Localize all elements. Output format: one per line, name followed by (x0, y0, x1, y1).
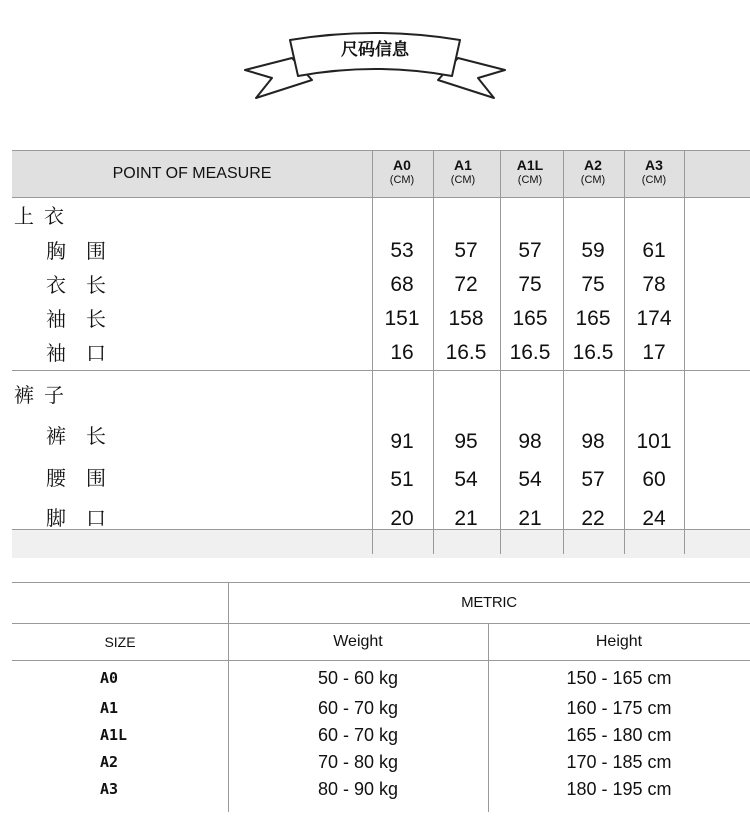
metric-label: METRIC (461, 594, 517, 611)
cell: 61 (642, 239, 666, 262)
cell: 54 (454, 468, 478, 491)
grid-line (684, 150, 685, 554)
height-value: 170 - 185 cm (566, 752, 672, 772)
measure-table (12, 150, 750, 558)
point-of-measure-label: POINT OF MEASURE (112, 165, 272, 182)
cell: 158 (448, 307, 484, 330)
row-label: 袖长 (46, 307, 126, 331)
cell: 98 (518, 430, 542, 453)
size-row (12, 695, 750, 722)
cell: 16.5 (509, 341, 551, 364)
table-row (12, 336, 750, 370)
table-row (12, 302, 750, 336)
cell: 95 (454, 430, 478, 453)
height-value: 180 - 195 cm (566, 779, 672, 799)
title-banner (0, 0, 750, 130)
grid-line (624, 150, 625, 554)
weight-value: 50 - 60 kg (317, 668, 399, 688)
grid-line (500, 150, 501, 554)
grid-line (563, 150, 564, 554)
row-label: 脚口 (46, 506, 126, 530)
section-title-tops: 上衣 (14, 204, 74, 228)
grid-line (488, 623, 489, 812)
cell: 21 (454, 507, 478, 530)
size-table (12, 582, 750, 803)
size-row (12, 749, 750, 776)
cell: 16.5 (572, 341, 614, 364)
weight-value: 80 - 90 kg (317, 779, 399, 799)
size-value: A2 (100, 753, 119, 771)
cell: 57 (518, 239, 542, 262)
cell: 16 (390, 341, 414, 364)
cell: 75 (518, 273, 542, 296)
cell: 17 (642, 341, 666, 364)
height-value: 160 - 175 cm (566, 698, 672, 718)
table-row (12, 421, 750, 457)
cell: 57 (581, 468, 605, 491)
ribbon-graphic (0, 0, 750, 130)
height-value: 150 - 165 cm (566, 668, 672, 688)
measure-table-header (12, 150, 750, 198)
size-table-header-columns (12, 624, 750, 661)
size-row (12, 722, 750, 749)
cell: 51 (390, 468, 414, 491)
weight-value: 60 - 70 kg (317, 725, 399, 745)
size-column-header: SIZE (104, 634, 136, 650)
size-row (12, 661, 750, 695)
weight-value: 70 - 80 kg (317, 752, 399, 772)
column-header-a1: A1 (CM) (450, 157, 476, 186)
row-label: 袖口 (46, 341, 126, 365)
cell: 75 (581, 273, 605, 296)
cell: 22 (581, 507, 605, 530)
column-header-a1l: A1L (CM) (516, 157, 544, 186)
grid-line (228, 582, 229, 812)
weight-column-header: Weight (333, 633, 383, 650)
cell: 57 (454, 239, 478, 262)
grid-line (433, 150, 434, 554)
size-table-header-metric (12, 582, 750, 624)
cell: 151 (384, 307, 420, 330)
table-row (12, 457, 750, 493)
row-label: 裤长 (46, 424, 126, 448)
cell: 91 (390, 430, 414, 453)
row-label: 胸围 (46, 239, 126, 263)
cell: 20 (390, 507, 414, 530)
cell: 68 (390, 273, 414, 296)
cell: 53 (390, 239, 414, 262)
column-header-a3: A3 (CM) (641, 157, 667, 186)
grid-line (372, 150, 373, 554)
banner-title: 尺码信息 (341, 40, 409, 60)
table-row (12, 234, 750, 268)
cell: 21 (518, 507, 542, 530)
size-value: A1 (100, 699, 119, 717)
cell: 59 (581, 239, 605, 262)
column-header-a2: A2 (CM) (580, 157, 606, 186)
size-value: A3 (100, 780, 119, 798)
cell: 54 (518, 468, 542, 491)
row-label: 腰围 (46, 466, 126, 490)
cell: 101 (636, 430, 672, 453)
cell: 60 (642, 468, 666, 491)
cell: 165 (512, 307, 548, 330)
size-value: A1L (100, 726, 128, 744)
cell: 174 (636, 307, 672, 330)
size-row (12, 776, 750, 803)
height-column-header: Height (595, 633, 643, 650)
height-value: 165 - 180 cm (566, 725, 672, 745)
cell: 165 (575, 307, 611, 330)
cell: 78 (642, 273, 666, 296)
row-label: 衣长 (46, 273, 126, 297)
cell: 16.5 (445, 341, 487, 364)
size-value: A0 (100, 669, 119, 687)
cell: 24 (642, 507, 666, 530)
cell: 72 (454, 273, 478, 296)
table-row (12, 493, 750, 529)
section-title-pants: 裤子 (12, 370, 750, 421)
cell: 98 (581, 430, 605, 453)
weight-value: 60 - 70 kg (317, 698, 399, 718)
table-row (12, 268, 750, 302)
column-header-a0: A0 (CM) (389, 157, 415, 186)
